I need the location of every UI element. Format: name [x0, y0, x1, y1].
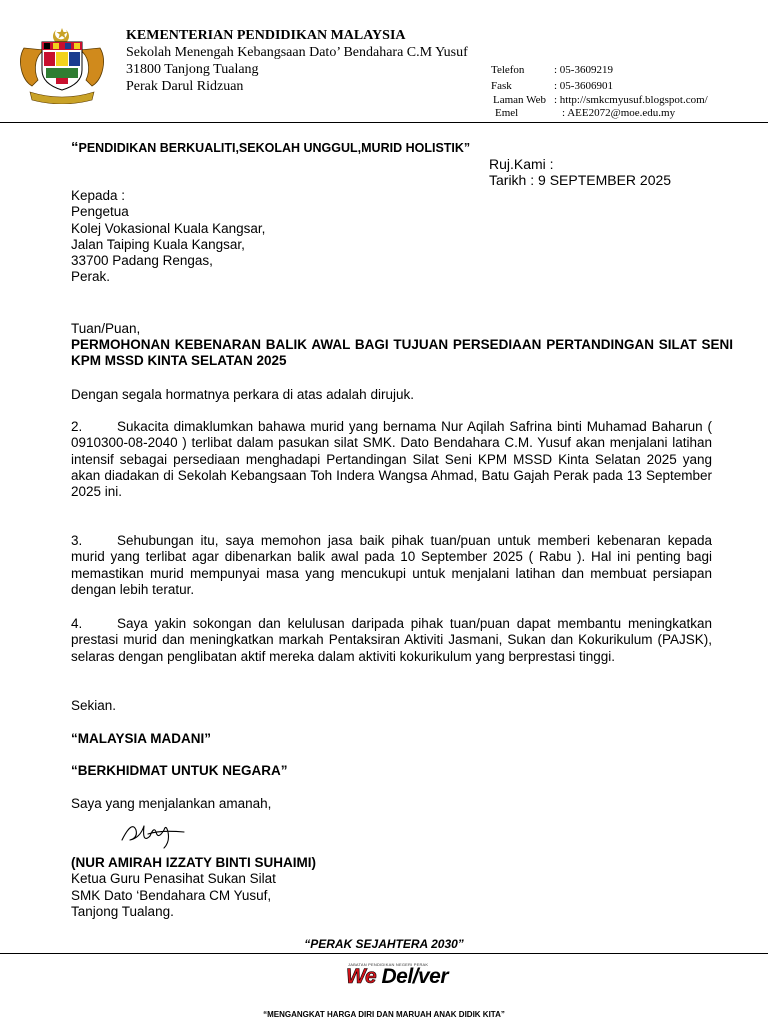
footer-slogan: “PERAK SEJAHTERA 2030”	[304, 937, 464, 951]
footer-closing-motto: “MENGANGKAT HARGA DIRI DAN MARUAH ANAK DIDIK KITA”	[263, 1010, 505, 1019]
recipient-line: Pengetua	[71, 204, 129, 220]
fask-label: Fask	[491, 80, 512, 92]
footer-divider	[0, 953, 768, 954]
header-divider	[0, 122, 768, 123]
signature-icon	[118, 814, 188, 852]
emel-label: Emel	[495, 107, 519, 119]
fask-value: : 05-3606901	[554, 80, 613, 92]
laman-web-label: Laman Web	[493, 94, 546, 106]
closing-amanah: Saya yang menjalankan amanah,	[71, 796, 272, 811]
school-name: Sekolah Menengah Kebangsaan Dato’ Bendahara C.M Yusuf	[126, 45, 468, 60]
ministry-name: KEMENTERIAN PENDIDIKAN MALAYSIA	[126, 28, 406, 43]
logo-tagline: JABATAN PENDIDIKAN NEGERI PERAK	[348, 962, 429, 967]
signatory-block	[71, 855, 316, 920]
letter-subject: PERMOHONAN KEBENARAN BALIK AWAL BAGI TUJUAN PERSEDIAAN PERTANDINGAN SILAT SENI KPM MSSD KINTA SELATAN 2025	[71, 337, 733, 369]
school-address-line2: Perak Darul Ridzuan	[126, 79, 244, 94]
intro-paragraph: Dengan segala hormatnya perkara di atas adalah dirujuk.	[71, 387, 414, 402]
paragraph-3: 3. Sehubungan itu, saya memohon jasa baik pihak tuan/puan untuk memberi kebenaran kepada murid yang terlibat agar dibenarkan balik awal pada 10 September 2025 ( Rabu ). Hal ini penting bagi memastikan murid mempunyai masa yang mencukupi untuk menjalani latihan dan membuat persiapan dengan lebih teratur.	[71, 533, 712, 597]
signatory-organisation: SMK Dato ‘Bendahara CM Yusuf,	[71, 887, 272, 903]
contact-fask	[491, 80, 613, 93]
national-crest-icon	[16, 26, 108, 104]
contact-telefon	[491, 64, 613, 77]
signatory-name: (NUR AMIRAH IZZATY BINTI SUHAIMI)	[71, 855, 316, 870]
salutation: Tuan/Puan,	[71, 321, 141, 336]
paragraph-2: 2. Sukacita dimaklumkan bahawa murid yang bernama Nur Aqilah Safrina binti Muhamad Baharun ( 0910300-08-2040 ) terlibat dalam pasukan silat SMK. Dato Bendahara C.M. Yusuf akan menjalani latihan intensif sebagai persediaan menghadapi Pertandingan Silat Seni KPM MSSD Kinta Selatan 2025 yang akan diadakan di Sekolah Kebangsaan Toh Indera Wangsa Ahmad, Batu Gajah Perak pada 13 September 2025 ini.	[71, 419, 712, 500]
contact-emel	[495, 107, 675, 120]
telefon-label: Telefon	[491, 64, 525, 76]
recipient-address	[71, 188, 265, 286]
school-motto: “PENDIDIKAN BERKUALITI,SEKOLAH UNGGUL,MURID HOLISTIK”	[71, 139, 471, 156]
paragraph-4: 4. Saya yakin sokongan dan kelulusan daripada pihak tuan/puan dapat membantu meningkatkan prestasi murid dan meningkatkan markah Pentaksiran Aktiviti Jasmani, Sukan dan Kokurikulum (PAJSK), selaras dengan penglibatan aktif mereka dalam aktiviti kokurikulum yang berprestasi tinggi.	[71, 616, 712, 664]
signatory-place: Tanjong Tualang.	[71, 903, 174, 919]
slogan-malaysia-madani: “MALAYSIA MADANI”	[71, 731, 212, 746]
signatory-title: Ketua Guru Penasihat Sukan Silat	[71, 871, 276, 887]
contact-laman-web	[493, 94, 708, 107]
recipient-kepada: Kepada :	[71, 188, 126, 203]
recipient-line: Perak.	[71, 269, 111, 285]
laman-web-value: : http://smkcmyusuf.blogspot.com/	[554, 94, 708, 106]
we-deliver-logo	[346, 960, 478, 990]
recipient-line: 33700 Padang Rengas,	[71, 253, 213, 269]
recipient-line: Jalan Taiping Kuala Kangsar,	[71, 236, 245, 252]
letterhead	[126, 27, 468, 95]
logo-wordmark: We Del/ver	[346, 965, 449, 988]
slogan-berkhidmat: “BERKHIDMAT UNTUK NEGARA”	[71, 763, 288, 778]
reference-number: Ruj.Kami :	[489, 156, 554, 172]
recipient-line: Kolej Vokasional Kuala Kangsar,	[71, 220, 266, 236]
telefon-value: : 05-3609219	[554, 64, 613, 76]
school-address-line1: 31800 Tanjong Tualang	[126, 62, 259, 77]
letter-date: Tarikh : 9 SEPTEMBER 2025	[489, 172, 672, 188]
sekian: Sekian.	[71, 698, 117, 713]
emel-value: : AEE2072@moe.edu.my	[562, 107, 676, 119]
